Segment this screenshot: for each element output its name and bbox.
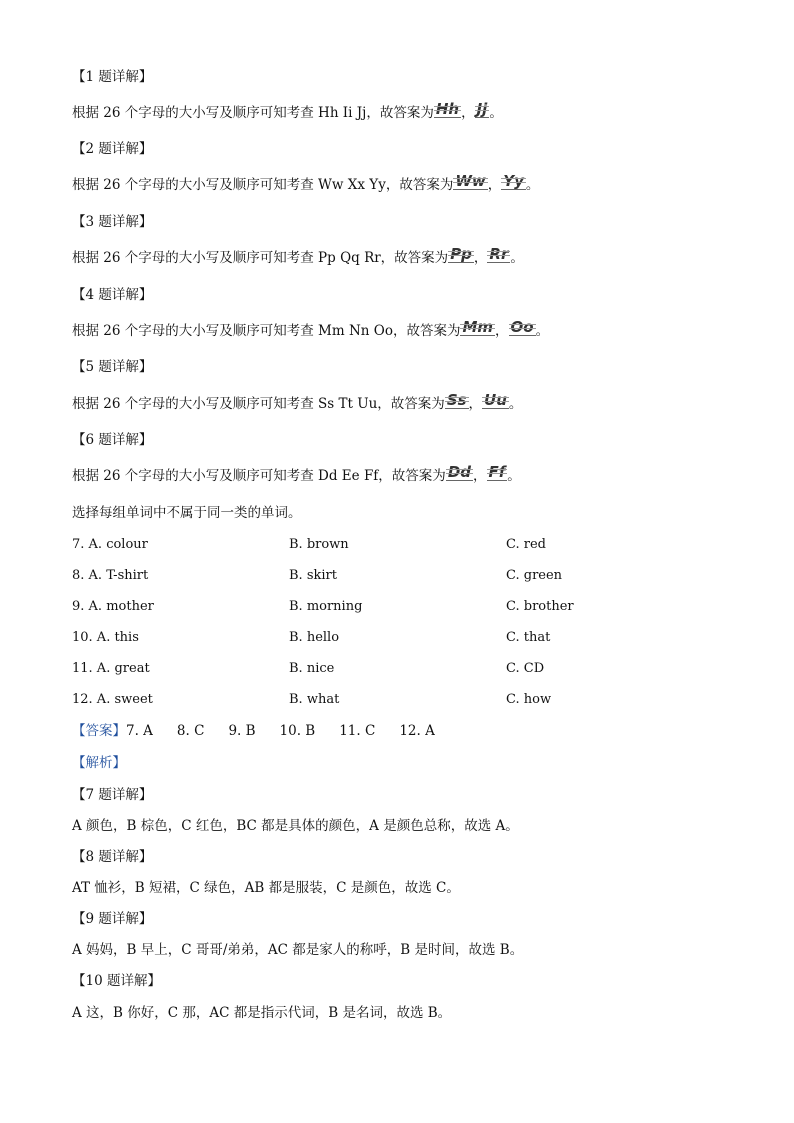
detail-prefix: 根据 26 个字母的大小写及顺序可知考查 Mm Nn Oo，故答案为 [72,323,461,339]
period: 。 [525,177,540,193]
period: 。 [510,250,524,266]
answer-item: 12. A [399,723,435,739]
option-b: B. skirt [289,568,337,583]
handwritten-answer: Ss [446,391,467,409]
detail-prefix: 根据 26 个字母的大小写及顺序可知考查 Dd Ee Ff，故答案为 [72,468,446,484]
option-b: B. morning [289,599,363,614]
answer-item: 7. A [126,723,153,739]
option-c: C. that [506,630,551,645]
option-c: C. how [506,692,552,707]
period: 。 [507,468,521,484]
separator: ， [495,323,509,339]
option-a: 7. A. colour [72,537,148,552]
option-c: C. green [506,568,563,583]
separator: ， [473,250,488,266]
explanation-heading-7: 【7 题详解】 [72,787,153,803]
explanation-heading-10: 【10 题详解】 [72,973,161,989]
separator: ， [473,468,487,484]
explanation-text-10: A 这，B 你好，C 那，AC 都是指示代词，B 是名词，故选 B。 [72,1005,452,1021]
option-a: 12. A. sweet [72,692,153,707]
handwritten-answer: Hh [435,100,460,118]
detail-text-4 [72,318,550,340]
option-a: 11. A. great [72,661,150,676]
detail-prefix: 根据 26 个字母的大小写及顺序可知考查 Ss Tt Uu，故答案为 [72,396,445,412]
handwritten-answer: Rr [489,245,509,263]
option-a: 9. A. mother [72,599,154,614]
analysis-label: 【解析】 [72,755,126,771]
section-title: 选择每组单词中不属于同一类的单词。 [72,505,302,521]
period: 。 [489,105,503,121]
detail-text-6 [72,463,521,485]
detail-heading-6: 【6 题详解】 [72,432,153,448]
separator: ， [468,396,483,412]
option-c: C. brother [506,599,574,614]
period: 。 [535,323,550,339]
handwritten-answer: Uu [484,391,507,409]
handwritten-answer: Yy [503,172,524,190]
explanation-heading-8: 【8 题详解】 [72,849,153,865]
handwritten-answer: Mm [462,318,494,336]
option-b: B. brown [289,537,349,552]
detail-heading-1: 【1 题详解】 [72,69,153,85]
detail-heading-5: 【5 题详解】 [72,359,153,375]
detail-text-3 [72,245,524,267]
answer-item: 9. B [228,723,256,739]
option-c: C. CD [506,661,545,676]
detail-heading-3: 【3 题详解】 [72,214,153,230]
option-a: 8. A. T-shirt [72,568,149,583]
explanation-heading-9: 【9 题详解】 [72,911,153,927]
option-b: B. hello [289,630,340,645]
handwritten-answer: Dd [447,463,472,481]
detail-text-1 [72,100,503,122]
explanation-text-8: AT 恤衫，B 短裙，C 绿色，AB 都是服装，C 是颜色，故选 C。 [72,880,460,896]
answer-line [72,722,459,740]
separator: ， [461,105,475,121]
detail-heading-4: 【4 题详解】 [72,287,153,303]
explanation-text-7: A 颜色，B 棕色，C 红色，BC 都是具体的颜色，A 是颜色总称，故选 A。 [72,818,519,834]
option-c: C. red [506,537,546,552]
explanation-text-9: A 妈妈，B 早上，C 哥哥/弟弟，AC 都是家人的称呼，B 是时间，故选 B。 [72,942,524,958]
detail-prefix: 根据 26 个字母的大小写及顺序可知考查 Pp Qq Rr，故答案为 [72,250,449,266]
separator: ， [487,177,502,193]
detail-heading-2: 【2 题详解】 [72,141,153,157]
handwritten-answer: Pp [450,245,472,263]
option-b: B. nice [289,661,335,676]
option-b: B. what [289,692,340,707]
period: 。 [508,396,523,412]
answer-label: 【答案】 [72,723,126,739]
answer-item: 8. C [176,723,205,739]
detail-text-2 [72,172,540,194]
detail-prefix: 根据 26 个字母的大小写及顺序可知考查 Hh Ii Jj，故答案为 [72,105,434,121]
handwritten-answer: Oo [510,318,534,336]
answer-item: 10. B [279,723,316,739]
option-a: 10. A. this [72,630,139,645]
detail-text-5 [72,391,523,413]
answer-item: 11. C [339,723,376,739]
detail-prefix: 根据 26 个字母的大小写及顺序可知考查 Ww Xx Yy，故答案为 [72,177,454,193]
handwritten-answer: Ff [488,463,506,481]
handwritten-answer: Ww [455,172,486,190]
handwritten-answer: Jj [476,100,488,118]
